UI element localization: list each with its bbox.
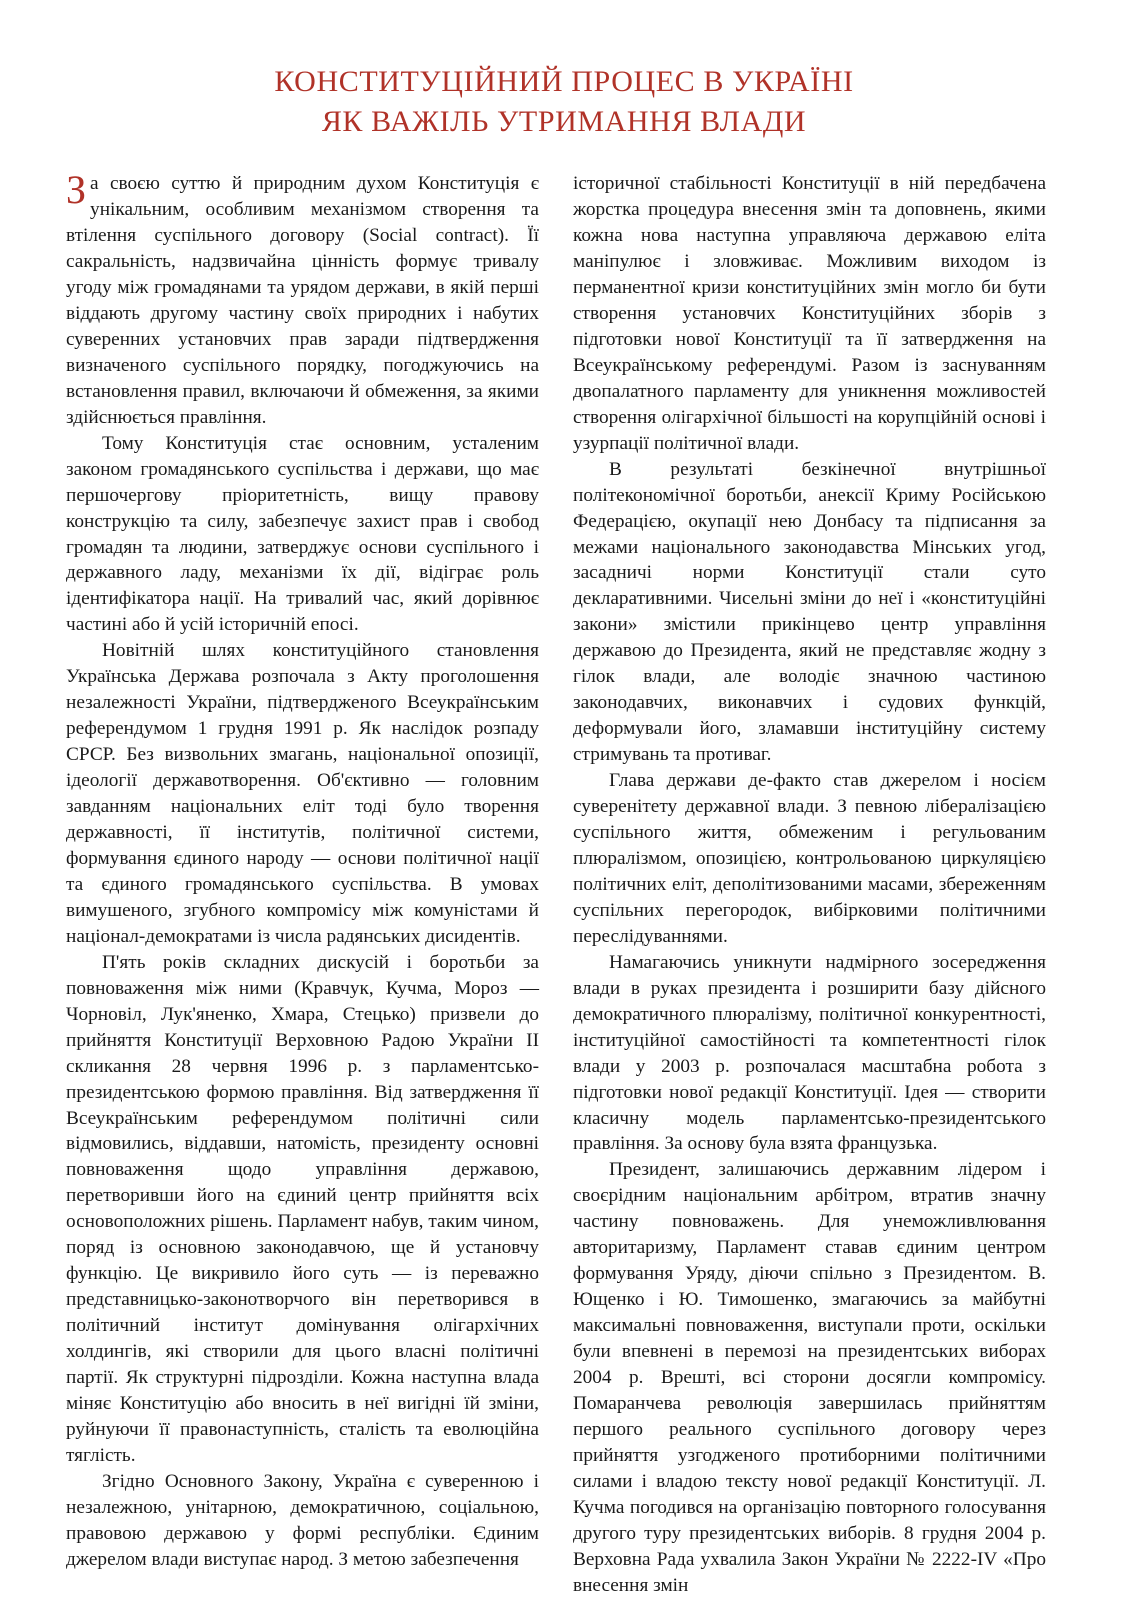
paragraph: Президент, залишаючись державним лідером і своєрідним національним арбітром, втратив значну частину повноважень. Для унеможливлювання авторитаризму, Парламент ставав єдиним центром формування Уряду, діючи спільно з Президентом. В. Ющенко і Ю. Тимошенко, змагаючись за майбутні максимальні повноваження, виступали проти, оскільки були впевнені в перемозі на президентських виборах 2004 р. Врешті, всі сторони досягли компромісу. Помаранчева революція завершилась прийняттям першого реального суспільного договору через прийняття узгодженого протиборними політичними силами і владою тексту нової редакції Конституції. Л. Кучма погодився на організацію повторного голосування другого туру президентських виборів. 8 грудня 2004 р. Верховна Рада ухвалила Закон України № 2222-IV «Про внесення змін	[573, 1159, 1046, 1596]
left-column	[66, 167, 539, 1572]
title-line-1: КОНСТИТУЦІЙНИЙ ПРОЦЕС В УКРАЇНІ	[274, 65, 854, 98]
paragraph: В результаті безкінечної внутрішньої політекономічної боротьби, анексії Криму Російською Федерацією, окупації нею Донбасу та підписання за межами національного законодавства Мінських угод, засадничі норми Конституції стали суто декларативними. Чисельні зміни до неї і «конституційні закони» змістили прикінцево центр управління державою до Президента, який не представляє жодну з гілок влади, але володіє значною частиною законодавчих, виконавчих і судових функцій, деформували його, зламавши інституційну систему стримувань та противаг.	[573, 458, 1046, 766]
right-column	[573, 171, 1046, 1598]
paragraph: П'ять років складних дискусій і боротьби за повноваження між ними (Кравчук, Кучма, Мороз — Чорновіл, Лук'яненко, Хмара, Стецько) призвели до прийняття Конституції Верховною Радою України II скликання 28 червня 1996 р. з парламентсько-президентською формою правління. Від затвердження її Всеукраїнським референдумом політичні сили відмовились, віддавши, натомість, президенту основні повноваження щодо управління державою, перетворивши його на єдиний центр прийняття всіх основоположних рішень. Парламент набув, таким чином, поряд із основною законодавчою, ще й установчу функцію. Це викривило його суть — із переважно представницько-законотворчого він перетворився в політичний інститут домінування олігархічних холдингів, які створили для цього власні політичні партії. Як структурні підрозділи. Кожна наступна влада міняє Конституцію або вносить в неї вигідні їй зміни, руйнуючи її правонаступність, сталість та еволюційна тяглість.	[66, 951, 539, 1466]
paragraph: історичної стабільності Конституції в ній передбачена жорстка процедура внесення змін та доповнень, якими кожна нова наступна управляюча державою еліта маніпулює і зловживає. Можливим виходом із перманентної кризи конституційних змін могло би бути створення установчих Конституційних зборів з підготовки нової Конституції та її затвердження на Всеукраїнському референдумі. Разом із заснуванням двопалатного парламенту для уникнення можливостей створення олігархічної більшості на корупційній основі і узурпації політичної влади.	[573, 173, 1046, 454]
drop-cap: З	[66, 167, 87, 213]
page-title	[66, 62, 1062, 141]
title-line-2: ЯК ВАЖІЛЬ УТРИМАННЯ ВЛАДИ	[321, 104, 807, 138]
paragraph: Згідно Основного Закону, Україна є суверенною і незалежною, унітарною, демократичною, соціальною, правовою державою у формі республіки. Єдиним джерелом влади виступає народ. З метою забезпечення	[66, 1470, 539, 1570]
paragraph: Новітній шлях конституційного становлення Українська Держава розпочала з Акту проголошення незалежності України, підтвердженого Всеукраїнським референдумом 1 грудня 1991 р. Як наслідок розпаду СРСР. Без визвольних змагань, національної опозиції, ідеології державотворення. Об'єктивно — головним завданням національних еліт тоді було творення державності, її інститутів, політичної системи, формування єдиного народу — основи політичної нації та єдиного громадянського суспільства. В умовах вимушеного, згубного компромісу між комуністами й націонал-демократами із числа радянських дисидентів.	[66, 640, 539, 947]
paragraph: Тому Конституція стає основним, усталеним законом громадянського суспільства і держави, що має першочергову пріоритетність, вищу правову конструкцію та силу, забезпечує захист прав і свобод громадян та людини, затверджує основи суспільного і державного ладу, механізми їх дії, відіграє роль ідентифікатора нації. На тривалий час, який дорівнює частині або й усій історичній епосі.	[66, 432, 539, 636]
paragraph: Глава держави де-факто став джерелом і носієм суверенітету державної влади. З певною лібералізацією суспільного життя, обмеженим і регульованим плюралізмом, опозицією, контрольованою циркуляцією політичних еліт, деполітизованими масами, збереженням суспільних перегородок, вибірковими політичними переслідуваннями.	[573, 770, 1046, 947]
two-column-body	[66, 167, 1062, 1598]
paragraph-text: а своєю суттю й природним духом Конституція є унікальним, особливим механізмом створення та втілення суспільного договору (Social contract). Її сакральність, надзвичайна цінність формує тривалу угоду між громадянами та урядом держави, в якій перші віддають другому частину своїх природних і набутих суверенних установчих прав заради підтвердження визначеного суспільного порядку, погоджуючись на встановлення правил, включаючи й обмеження, за якими здійснюється правління.	[66, 173, 539, 428]
paragraph	[66, 167, 539, 431]
paragraph: Намагаючись уникнути надмірного зосередження влади в руках президента і розширити базу дійсного демократичного плюралізму, політичної конкурентності, інституційної самостійності та компетентності гілок влади у 2003 р. розпочалася масштабна робота з підготовки нової редакції Конституції. Ідея — створити класичну модель парламентсько-президентського правління. За основу була взята французька.	[573, 951, 1046, 1155]
